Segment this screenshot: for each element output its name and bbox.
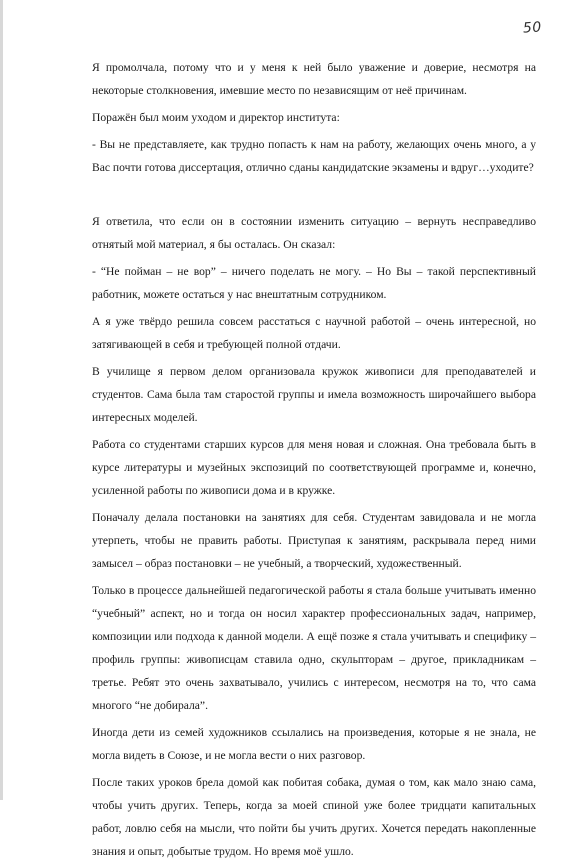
paragraph: Поражён был моим уходом и директор института: [92,111,340,124]
paragraph: Работа со студентами старших курсов для меня новая и сложная. Она требовала быть в курсе литературы и музейных экспозиций по соответствующей программе и, конечно, усиленной работы по живописи дома и в кружке. [92,438,536,497]
paragraph: - “Не пойман – не вор” – ничего поделать не могу. – Но Вы – такой перспективный работник, можете остаться у нас внештатным сотрудником. [92,265,536,301]
paragraph: Только в процессе дальнейшей педагогической работы я стала больше учитывать именно “учебный” аспект, но и тогда он носил характер профессиональных задач, например, композиции или подхода к данной модели. А ещё позже я стала учитывать и специфику – профиль группы: живописцам ставила одно, скульпторам – другое, прикладникам – третье. Ребят это очень захватывало, учились с интересом, несмотря на то, что сама многого “не добирала”. [92,584,536,712]
paragraph: А я уже твёрдо решила совсем расстаться с научной работой – очень интересной, но затягивающей в себя и требующей полной отдачи. [92,315,536,351]
page-number: 50 [522,19,543,37]
text-block-main [92,210,536,863]
paragraph: После таких уроков брела домой как побитая собака, думая о том, как мало знаю сама, чтобы учить других. Теперь, когда за моей спиной уже более тридцати капитальных работ, ловлю себя на мысли, что пойти бы учить других. Хочется передать накопленные знания и опыт, добытые трудом. Но время моё ушло. [92,776,536,858]
page-edge [0,0,3,800]
paragraph: Я ответила, что если он в состоянии изменить ситуацию – вернуть несправедливо отнятый мой материал, я бы осталась. Он сказал: [92,215,536,251]
paragraph: - Вы не представляете, как трудно попасть к нам на работу, желающих очень много, а у Вас почти готова диссертация, отлично сданы кандидатские экзамены и вдруг…уходите? [92,138,536,174]
paragraph: В училище я первом делом организовала кружок живописи для преподавателей и студентов. Сама была там старостой группы и имела возможность широчайшего выбора интересных моделей. [92,365,536,424]
paragraph: Я промолчала, потому что и у меня к ней было уважение и доверие, несмотря на некоторые столкновения, имевшие место по независящим от неё причинам. [92,61,536,97]
paragraph: Иногда дети из семей художников ссылались на произведения, которые я не знала, не могла видеть в Союзе, и не могла вести о них разговор. [92,726,536,762]
text-block-top [92,56,536,179]
paragraph: Поначалу делала постановки на занятиях для себя. Студентам завидовала и не могла утерпеть, чтобы не править работы. Приступая к занятиям, раскрывала перед ними замысел – образ постановки – не учебный, а творческий, художественный. [92,511,536,570]
